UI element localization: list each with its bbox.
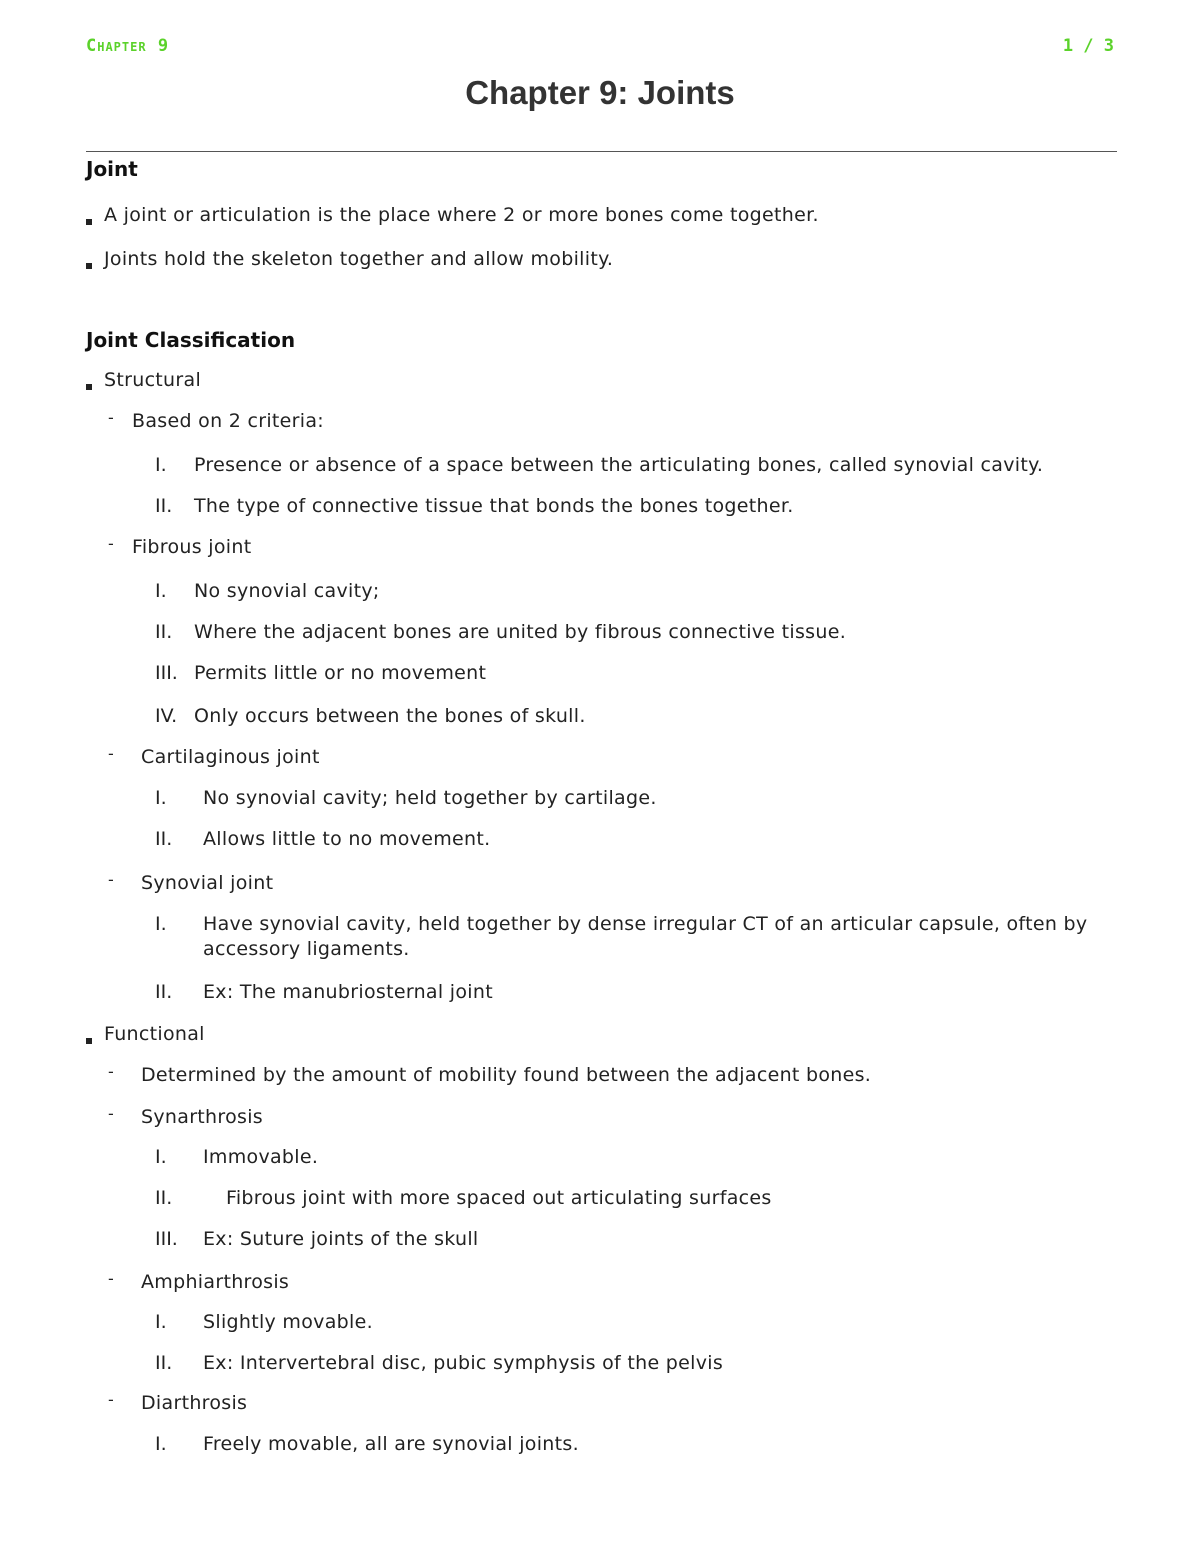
numeral: II. — [155, 981, 173, 1003]
numbered-item: Allows little to no movement. — [203, 828, 491, 850]
dash-marker: - — [108, 1269, 114, 1288]
numeral: III. — [155, 1228, 178, 1250]
sub-item: Fibrous joint — [132, 536, 252, 558]
dash-marker: - — [108, 534, 114, 553]
numeral: I. — [155, 454, 167, 476]
numbered-item: Immovable. — [203, 1146, 319, 1168]
numeral: I. — [155, 1433, 167, 1455]
numeral: I. — [155, 580, 167, 602]
sub-item: Determined by the amount of mobility found between the adjacent bones. — [141, 1064, 872, 1086]
dash-marker: - — [108, 408, 114, 427]
bullet — [86, 219, 92, 225]
numeral: II. — [155, 1187, 173, 1209]
list-item-structural: Structural — [104, 369, 202, 391]
numeral: II. — [155, 621, 173, 643]
dash-marker: - — [108, 870, 114, 889]
numeral: IV. — [155, 705, 178, 727]
numeral: I. — [155, 913, 167, 935]
dash-marker: - — [108, 1062, 114, 1081]
title-divider — [86, 151, 1117, 152]
list-item: Joints hold the skeleton together and allow mobility. — [104, 248, 614, 270]
sub-item: Synovial joint — [141, 872, 274, 894]
numeral: I. — [155, 787, 167, 809]
numeral: I. — [155, 1311, 167, 1333]
numbered-item: Fibrous joint with more spaced out articulating surfaces — [226, 1187, 772, 1209]
page-number: 1 / 3 — [1062, 36, 1114, 56]
numeral: I. — [155, 1146, 167, 1168]
numbered-item: The type of connective tissue that bonds the bones together. — [194, 495, 794, 517]
numbered-item: Ex: Suture joints of the skull — [203, 1228, 479, 1250]
numeral: III. — [155, 662, 178, 684]
page-title: Chapter 9: Joints — [465, 74, 735, 111]
bullet — [86, 263, 92, 269]
list-item-functional: Functional — [104, 1023, 205, 1045]
numbered-item: No synovial cavity; — [194, 580, 380, 602]
sub-item: Cartilaginous joint — [141, 746, 320, 768]
numeral: II. — [155, 828, 173, 850]
numbered-item: Ex: Intervertebral disc, pubic symphysis of the pelvis — [203, 1352, 724, 1374]
bullet — [86, 1038, 92, 1044]
section-heading-classification: Joint Classification — [86, 328, 296, 352]
dash-marker: - — [108, 744, 114, 763]
numbered-item: Only occurs between the bones of skull. — [194, 705, 586, 727]
sub-item: Amphiarthrosis — [141, 1271, 290, 1293]
sub-item: Diarthrosis — [141, 1392, 248, 1414]
chapter-label: Chapter 9 — [86, 36, 170, 56]
list-item: A joint or articulation is the place where 2 or more bones come together. — [104, 204, 819, 226]
bullet — [86, 384, 92, 390]
numbered-item: Ex: The manubriosternal joint — [203, 981, 493, 1003]
numbered-item: Where the adjacent bones are united by fibrous connective tissue. — [194, 621, 847, 643]
numbered-item: No synovial cavity; held together by cartilage. — [203, 787, 657, 809]
sub-item: Based on 2 criteria: — [132, 410, 325, 432]
numbered-item: Freely movable, all are synovial joints. — [203, 1433, 579, 1455]
numeral: II. — [155, 495, 173, 517]
numbered-item: Slightly movable. — [203, 1311, 373, 1333]
dash-marker: - — [108, 1104, 114, 1123]
sub-item: Synarthrosis — [141, 1106, 263, 1128]
numbered-item: Presence or absence of a space between the articulating bones, called synovial cavity. — [194, 454, 1044, 476]
numeral: II. — [155, 1352, 173, 1374]
numbered-item: Have synovial cavity, held together by dense irregular CT of an articular capsule, often by — [203, 913, 1088, 935]
dash-marker: - — [108, 1390, 114, 1409]
numbered-item: Permits little or no movement — [194, 662, 487, 684]
numbered-item-continuation: accessory ligaments. — [203, 938, 410, 960]
section-heading-joint: Joint — [86, 157, 138, 181]
